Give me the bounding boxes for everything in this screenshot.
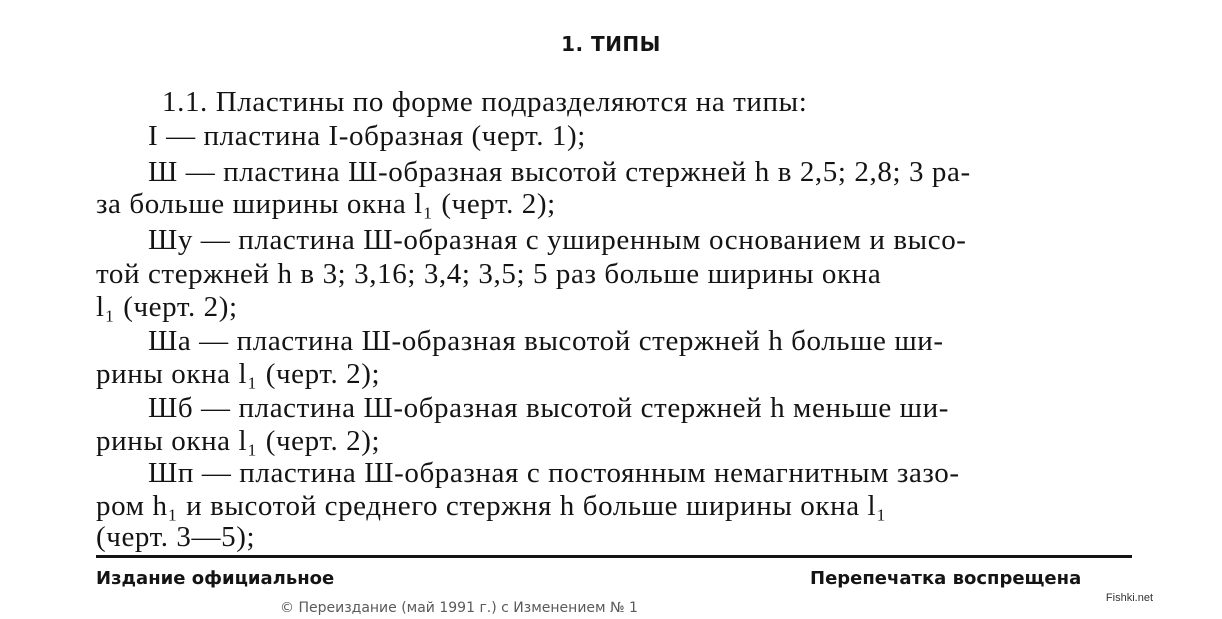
text-line-4: за больше ширины окна l₁ (черт. 2); <box>96 188 556 220</box>
text-line-12: Шп — пластина Ш-образная с постоянным немагнитным зазо- <box>148 457 960 489</box>
watermark: Fishki.net <box>1105 592 1153 604</box>
footer-right: Перепечатка воспрещена <box>810 568 1082 589</box>
cut-off-line: © Переиздание (май 1991 г.) с Изменением № 1 <box>280 600 638 616</box>
text-line-3: Ш — пластина Ш-образная высотой стержней h в 2,5; 2,8; 3 ра- <box>148 156 971 188</box>
text-line-6: той стержней h в 3; 3,16; 3,4; 3,5; 5 раз больше ширины окна <box>96 258 882 290</box>
text-line-14: (черт. 3—5); <box>96 521 256 553</box>
section-heading: 1. ТИПЫ <box>561 32 661 56</box>
text-line-2: I — пластина I-образная (черт. 1); <box>148 120 586 152</box>
text-line-9: рины окна l₁ (черт. 2); <box>96 358 381 390</box>
text-line-8: Ша — пластина Ш-образная высотой стержней h больше ши- <box>148 325 944 357</box>
footer-left: Издание официальное <box>96 568 335 589</box>
text-line-7: l₁ (черт. 2); <box>96 291 238 323</box>
text-line-11: рины окна l₁ (черт. 2); <box>96 425 381 457</box>
text-line-5: Шу — пластина Ш-образная с уширенным основанием и высо- <box>148 224 967 256</box>
text-line-13: ром h₁ и высотой среднего стержня h больше ширины окна l₁ <box>96 490 887 522</box>
text-line-10: Шб — пластина Ш-образная высотой стержней h меньше ши- <box>148 392 949 424</box>
horizontal-rule <box>96 555 1132 558</box>
text-line-1: 1.1. Пластины по форме подразделяются на типы: <box>162 86 808 118</box>
